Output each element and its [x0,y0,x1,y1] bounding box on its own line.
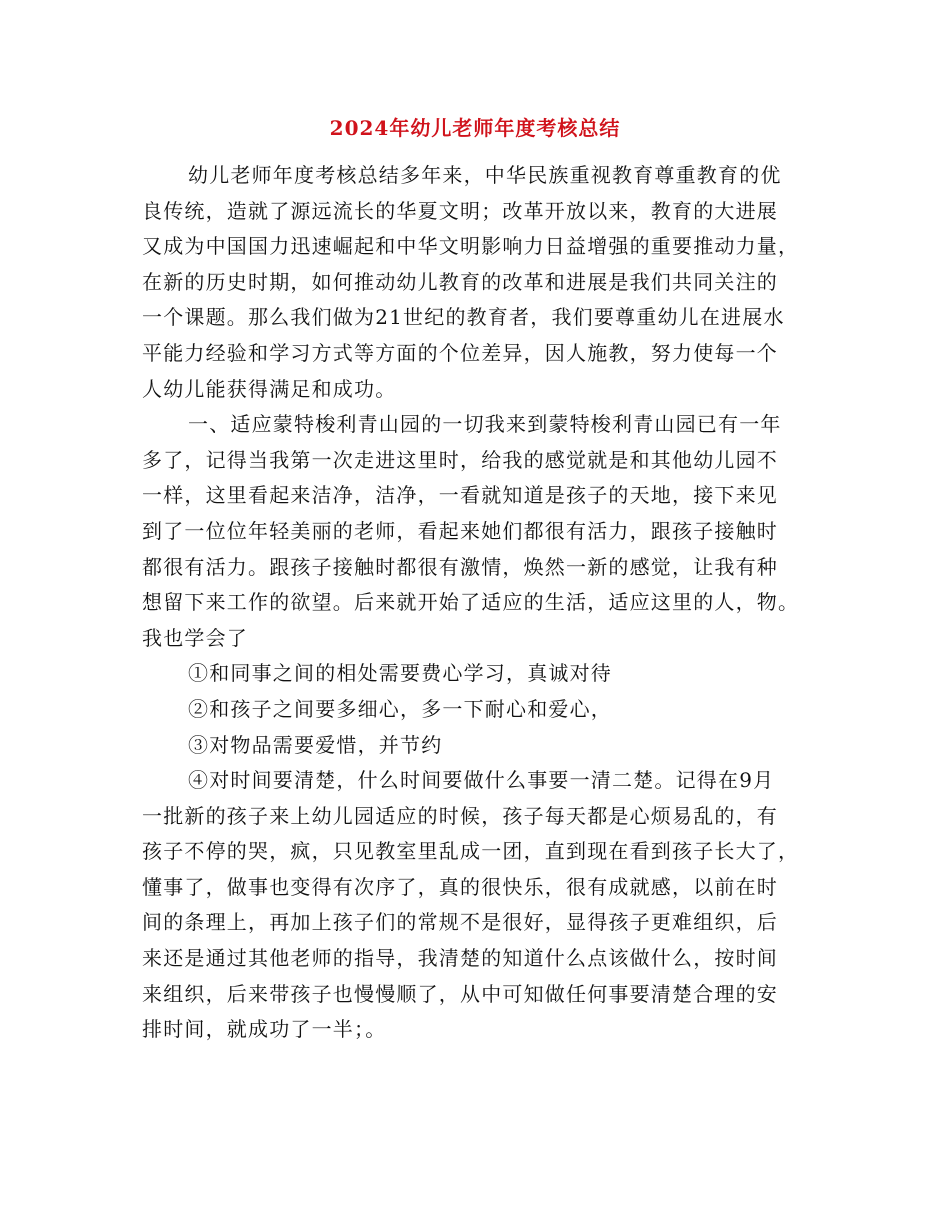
text-line: 良传统，造就了源远流长的华夏文明；改革开放以来，教育的大进展 [142,198,778,223]
text-line: 我也学会了 [142,625,248,650]
text-line: 来还是通过其他老师的指导，我清楚的知道什么点该做什么，按时间 [142,946,778,971]
text-line: 多了，记得当我第一次走进这里时，给我的感觉就是和其他幼儿园不 [142,447,778,472]
text-line: 又成为中国国力迅速崛起和中华文明影响力日益增强的重要推动力量， [142,234,800,259]
document-body [142,158,810,1048]
text-line: 一个课题。那么我们做为21世纪的教育者，我们要尊重幼儿在进展水 [142,305,785,330]
text-line: 平能力经验和学习方式等方面的个位差异，因人施教，努力使每一个 [142,340,778,365]
text-line: 排时间，就成功了一半；。 [142,1017,387,1042]
text-line: 来组织，后来带孩子也慢慢顺了，从中可知做任何事要清楚合理的安 [142,981,778,1006]
text-line: 在新的历史时期，如何推动幼儿教育的改革和进展是我们共同关注的 [142,269,778,294]
text-line: ①和同事之间的相处需要费心学习，真诚对待 [188,661,612,686]
text-line: 一批新的孩子来上幼儿园适应的时候，孩子每天都是心烦易乱的，有 [142,803,778,828]
text-line: 一、适应蒙特梭利青山园的一切我来到蒙特梭利青山园已有一年 [188,412,782,437]
text-line: ③对物品需要爱惜，并节约 [188,732,443,757]
text-line: 到了一位位年轻美丽的老师，看起来她们都很有活力，跟孩子接触时 [142,518,778,543]
text-line: ②和孩子之间要多细心，多一下耐心和爱心， [188,696,612,721]
text-line: 间的条理上，再加上孩子们的常规不是很好，显得孩子更难组织，后 [142,910,778,935]
text-line: ④对时间要清楚，什么时间要做什么事要一清二楚。记得在9月 [188,768,775,793]
text-line: 孩子不停的哭，疯，只见教室里乱成一团，直到现在看到孩子长大了， [142,839,800,864]
text-line: 懂事了，做事也变得有次序了，真的很快乐，很有成就感，以前在时 [142,874,778,899]
document-title: 2024年幼儿老师年度考核总结 [329,116,621,140]
text-line: 幼儿老师年度考核总结多年来，中华民族重视教育尊重教育的优 [188,163,782,187]
text-line: 想留下来工作的欲望。后来就开始了适应的生活，适应这里的人，物。 [142,590,800,615]
text-line: 都很有活力。跟孩子接触时都很有激情，焕然一新的感觉，让我有种 [142,554,778,579]
text-line: 人幼儿能获得满足和成功。 [142,376,397,401]
text-line: 一样，这里看起来洁净，洁净，一看就知道是孩子的天地，接下来见 [142,483,778,508]
